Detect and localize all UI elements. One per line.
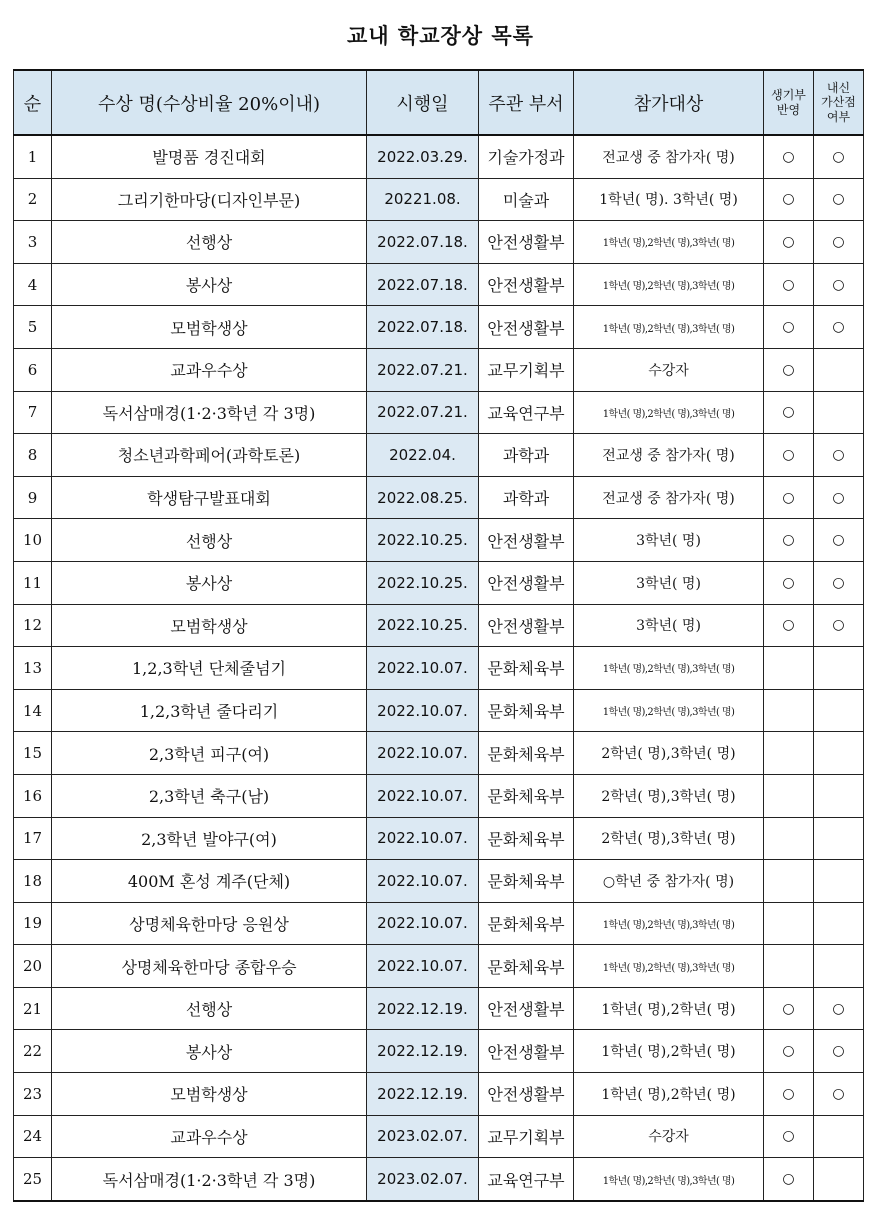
cell-target: 2학년( 명),3학년( 명) (574, 817, 764, 860)
cell-target: 1학년( 명),2학년( 명),3학년( 명) (574, 689, 764, 732)
table-row (14, 391, 864, 434)
cell-target: 3학년( 명) (574, 561, 764, 604)
cell-date: 20221.08. (367, 178, 479, 221)
cell-date: 2022.10.07. (367, 860, 479, 903)
cell-record-mark: ○ (764, 1158, 814, 1201)
cell-bonus-mark (814, 1158, 864, 1201)
table-row (14, 178, 864, 221)
cell-target: 1학년( 명),2학년( 명) (574, 1030, 764, 1073)
cell-date: 2022.10.07. (367, 689, 479, 732)
cell-target: 2학년( 명),3학년( 명) (574, 732, 764, 775)
table-row (14, 1030, 864, 1073)
cell-dept: 과학과 (479, 434, 574, 477)
cell-dept: 안전생활부 (479, 306, 574, 349)
cell-bonus-mark (814, 1115, 864, 1158)
cell-bonus-mark (814, 348, 864, 391)
cell-target: 1학년( 명),2학년( 명),3학년( 명) (574, 391, 764, 434)
cell-record-mark: ○ (764, 1030, 814, 1073)
cell-dept: 안전생활부 (479, 561, 574, 604)
cell-record-mark (764, 774, 814, 817)
cell-no: 12 (14, 604, 52, 647)
cell-award: 봉사상 (52, 263, 367, 306)
table-row (14, 1073, 864, 1116)
cell-record-mark: ○ (764, 519, 814, 562)
cell-record-mark (764, 817, 814, 860)
cell-no: 16 (14, 774, 52, 817)
table-row (14, 263, 864, 306)
cell-award: 2,3학년 피구(여) (52, 732, 367, 775)
cell-date: 2022.10.25. (367, 561, 479, 604)
cell-date: 2023.02.07. (367, 1115, 479, 1158)
cell-date: 2023.02.07. (367, 1158, 479, 1201)
cell-record-mark: ○ (764, 1073, 814, 1116)
cell-bonus-mark: ○ (814, 135, 864, 178)
header-target: 참가대상 (574, 70, 764, 135)
table-row (14, 476, 864, 519)
header-bonus-line2: 가산점 (821, 95, 856, 110)
cell-bonus-mark (814, 647, 864, 690)
cell-no: 13 (14, 647, 52, 690)
cell-no: 11 (14, 561, 52, 604)
cell-bonus-mark: ○ (814, 561, 864, 604)
cell-award: 400M 혼성 계주(단체) (52, 860, 367, 903)
cell-record-mark: ○ (764, 434, 814, 477)
cell-dept: 안전생활부 (479, 221, 574, 264)
cell-dept: 교무기획부 (479, 348, 574, 391)
document-title: 교내 학교장상 목록 (347, 24, 534, 48)
cell-no: 8 (14, 434, 52, 477)
cell-dept: 문화체육부 (479, 689, 574, 732)
cell-bonus-mark: ○ (814, 306, 864, 349)
cell-date: 2022.10.07. (367, 902, 479, 945)
cell-bonus-mark: ○ (814, 263, 864, 306)
header-date: 시행일 (367, 70, 479, 135)
cell-target: 1학년( 명),2학년( 명),3학년( 명) (574, 306, 764, 349)
cell-dept: 문화체육부 (479, 945, 574, 988)
cell-target: 3학년( 명) (574, 604, 764, 647)
cell-award: 교과우수상 (52, 1115, 367, 1158)
cell-dept: 안전생활부 (479, 1073, 574, 1116)
cell-date: 2022.10.07. (367, 647, 479, 690)
header-bonus-line3: 여부 (826, 109, 851, 124)
cell-bonus-mark (814, 689, 864, 732)
cell-record-mark: ○ (764, 604, 814, 647)
cell-date: 2022.07.18. (367, 263, 479, 306)
cell-award: 그리기한마당(디자인부문) (52, 178, 367, 221)
cell-target: 수강자 (574, 348, 764, 391)
cell-dept: 문화체육부 (479, 902, 574, 945)
cell-target: 1학년( 명),2학년( 명),3학년( 명) (574, 902, 764, 945)
table-row (14, 519, 864, 562)
table-row (14, 1158, 864, 1201)
cell-record-mark: ○ (764, 391, 814, 434)
cell-bonus-mark: ○ (814, 434, 864, 477)
cell-no: 20 (14, 945, 52, 988)
table-row (14, 561, 864, 604)
header-record-line1: 생기부 (771, 88, 806, 103)
cell-dept: 미술과 (479, 178, 574, 221)
cell-target: 3학년( 명) (574, 519, 764, 562)
cell-dept: 교육연구부 (479, 1158, 574, 1201)
cell-date: 2022.10.07. (367, 817, 479, 860)
cell-target: 1학년( 명). 3학년( 명) (574, 178, 764, 221)
table-row (14, 774, 864, 817)
cell-target: 전교생 중 참가자( 명) (574, 434, 764, 477)
cell-date: 2022.12.19. (367, 1073, 479, 1116)
cell-award: 청소년과학페어(과학토론) (52, 434, 367, 477)
table-row (14, 306, 864, 349)
cell-dept: 안전생활부 (479, 1030, 574, 1073)
cell-no: 5 (14, 306, 52, 349)
cell-award: 봉사상 (52, 561, 367, 604)
cell-dept: 문화체육부 (479, 817, 574, 860)
table-row (14, 1115, 864, 1158)
cell-award: 선행상 (52, 987, 367, 1030)
cell-no: 9 (14, 476, 52, 519)
cell-target: 2학년( 명),3학년( 명) (574, 774, 764, 817)
cell-target: 1학년( 명),2학년( 명),3학년( 명) (574, 221, 764, 264)
cell-award: 선행상 (52, 221, 367, 264)
cell-no: 4 (14, 263, 52, 306)
cell-target: 1학년( 명),2학년( 명),3학년( 명) (574, 263, 764, 306)
cell-bonus-mark: ○ (814, 476, 864, 519)
cell-date: 2022.12.19. (367, 987, 479, 1030)
cell-date: 2022.07.21. (367, 348, 479, 391)
cell-record-mark: ○ (764, 1115, 814, 1158)
cell-award: 1,2,3학년 단체줄넘기 (52, 647, 367, 690)
cell-no: 24 (14, 1115, 52, 1158)
cell-award: 학생탐구발표대회 (52, 476, 367, 519)
header-row (14, 70, 864, 135)
cell-bonus-mark (814, 391, 864, 434)
cell-no: 1 (14, 135, 52, 178)
cell-bonus-mark: ○ (814, 519, 864, 562)
cell-record-mark: ○ (764, 178, 814, 221)
header-record-line2: 반영 (776, 102, 801, 117)
cell-bonus-mark: ○ (814, 604, 864, 647)
cell-record-mark: ○ (764, 987, 814, 1030)
header-bonus-line1: 내신 (826, 80, 851, 95)
cell-award: 모범학생상 (52, 604, 367, 647)
cell-bonus-mark: ○ (814, 221, 864, 264)
cell-target: 전교생 중 참가자( 명) (574, 476, 764, 519)
awards-table (13, 69, 864, 1202)
cell-no: 15 (14, 732, 52, 775)
cell-record-mark (764, 902, 814, 945)
cell-award: 1,2,3학년 줄다리기 (52, 689, 367, 732)
cell-dept: 문화체육부 (479, 647, 574, 690)
cell-dept: 문화체육부 (479, 732, 574, 775)
cell-target: 수강자 (574, 1115, 764, 1158)
cell-date: 2022.10.25. (367, 519, 479, 562)
cell-record-mark (764, 732, 814, 775)
cell-no: 14 (14, 689, 52, 732)
cell-date: 2022.10.07. (367, 732, 479, 775)
header-award: 수상 명(수상비율 20%이내) (52, 70, 367, 135)
cell-dept: 교육연구부 (479, 391, 574, 434)
header-no: 순 (14, 70, 52, 135)
table-row (14, 604, 864, 647)
table-row (14, 647, 864, 690)
header-bonus (814, 70, 864, 135)
cell-date: 2022.10.07. (367, 774, 479, 817)
cell-award: 발명품 경진대회 (52, 135, 367, 178)
cell-record-mark: ○ (764, 348, 814, 391)
cell-award: 봉사상 (52, 1030, 367, 1073)
cell-award: 선행상 (52, 519, 367, 562)
cell-award: 2,3학년 축구(남) (52, 774, 367, 817)
cell-no: 18 (14, 860, 52, 903)
cell-record-mark: ○ (764, 306, 814, 349)
table-row (14, 902, 864, 945)
cell-award: 모범학생상 (52, 1073, 367, 1116)
table-row (14, 860, 864, 903)
cell-date: 2022.07.18. (367, 221, 479, 264)
cell-date: 2022.07.18. (367, 306, 479, 349)
cell-dept: 안전생활부 (479, 519, 574, 562)
cell-award: 2,3학년 발야구(여) (52, 817, 367, 860)
cell-no: 6 (14, 348, 52, 391)
table-row (14, 689, 864, 732)
cell-date: 2022.07.21. (367, 391, 479, 434)
cell-date: 2022.03.29. (367, 135, 479, 178)
cell-award: 모범학생상 (52, 306, 367, 349)
cell-no: 25 (14, 1158, 52, 1201)
cell-dept: 교무기획부 (479, 1115, 574, 1158)
cell-record-mark (764, 945, 814, 988)
cell-award: 교과우수상 (52, 348, 367, 391)
cell-bonus-mark (814, 945, 864, 988)
cell-no: 23 (14, 1073, 52, 1116)
cell-award: 상명체육한마당 응원상 (52, 902, 367, 945)
cell-record-mark: ○ (764, 476, 814, 519)
cell-bonus-mark (814, 817, 864, 860)
table-row (14, 817, 864, 860)
cell-no: 19 (14, 902, 52, 945)
cell-dept: 안전생활부 (479, 604, 574, 647)
cell-no: 3 (14, 221, 52, 264)
table-row (14, 348, 864, 391)
cell-dept: 과학과 (479, 476, 574, 519)
cell-no: 21 (14, 987, 52, 1030)
cell-record-mark: ○ (764, 561, 814, 604)
cell-no: 10 (14, 519, 52, 562)
cell-target: 1학년( 명),2학년( 명) (574, 1073, 764, 1116)
cell-target: 1학년( 명),2학년( 명) (574, 987, 764, 1030)
cell-date: 2022.10.07. (367, 945, 479, 988)
cell-record-mark (764, 689, 814, 732)
cell-bonus-mark: ○ (814, 1030, 864, 1073)
cell-no: 22 (14, 1030, 52, 1073)
cell-bonus-mark (814, 860, 864, 903)
table-row (14, 434, 864, 477)
cell-record-mark: ○ (764, 263, 814, 306)
cell-dept: 문화체육부 (479, 860, 574, 903)
header-dept: 주관 부서 (479, 70, 574, 135)
table-row (14, 221, 864, 264)
cell-dept: 문화체육부 (479, 774, 574, 817)
table-row (14, 135, 864, 178)
cell-date: 2022.10.25. (367, 604, 479, 647)
cell-target: 1학년( 명),2학년( 명),3학년( 명) (574, 647, 764, 690)
cell-award: 상명체육한마당 종합우승 (52, 945, 367, 988)
cell-record-mark (764, 860, 814, 903)
cell-no: 17 (14, 817, 52, 860)
cell-bonus-mark (814, 774, 864, 817)
cell-target: 1학년( 명),2학년( 명),3학년( 명) (574, 1158, 764, 1201)
table-row (14, 945, 864, 988)
cell-dept: 안전생활부 (479, 263, 574, 306)
cell-bonus-mark (814, 732, 864, 775)
cell-award: 독서삼매경(1·2·3학년 각 3명) (52, 1158, 367, 1201)
cell-bonus-mark: ○ (814, 987, 864, 1030)
table-row (14, 732, 864, 775)
cell-date: 2022.12.19. (367, 1030, 479, 1073)
cell-record-mark: ○ (764, 221, 814, 264)
table-row (14, 987, 864, 1030)
cell-bonus-mark: ○ (814, 178, 864, 221)
header-record (764, 70, 814, 135)
cell-record-mark (764, 647, 814, 690)
cell-no: 7 (14, 391, 52, 434)
cell-dept: 기술가정과 (479, 135, 574, 178)
cell-target: 전교생 중 참가자( 명) (574, 135, 764, 178)
cell-record-mark: ○ (764, 135, 814, 178)
cell-bonus-mark: ○ (814, 1073, 864, 1116)
cell-target: 1학년( 명),2학년( 명),3학년( 명) (574, 945, 764, 988)
cell-bonus-mark (814, 902, 864, 945)
cell-award: 독서삼매경(1·2·3학년 각 3명) (52, 391, 367, 434)
cell-date: 2022.08.25. (367, 476, 479, 519)
cell-no: 2 (14, 178, 52, 221)
cell-target: ○학년 중 참가자( 명) (574, 860, 764, 903)
cell-date: 2022.04. (367, 434, 479, 477)
cell-dept: 안전생활부 (479, 987, 574, 1030)
